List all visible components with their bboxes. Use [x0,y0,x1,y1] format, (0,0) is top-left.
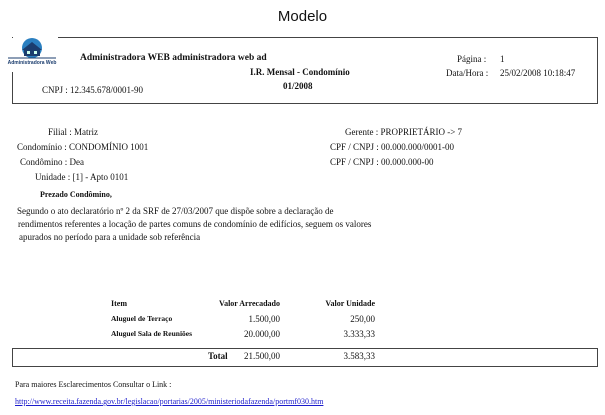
page-label: Página : [457,54,487,64]
paragraph-line: apurados no período para a unidade sob referência [19,232,201,242]
footer-text: Para maiores Esclarecimentos Consultar o Link : [15,380,172,389]
datetime-value: 25/02/2008 10:18:47 [500,68,576,78]
column-header-arrecadado: Valor Arrecadado [219,299,280,308]
row-unidade: 3.333,33 [343,329,375,339]
total-arrecadado: 21.500,00 [244,351,280,361]
paragraph-line: rendimentos referentes a locação de partes comuns de condomínio de edifícios, seguem os valores [18,219,372,229]
report-name: I.R. Mensal - Condomínio [250,67,350,77]
unidade-field: Unidade : [1] - Apto 0101 [35,172,129,182]
page-number: 1 [500,54,505,64]
paragraph-line: Segundo o ato declaratório nº 2 da SRF de 27/03/2007 que dispõe sobre a declaração de [17,206,334,216]
company-cnpj: CNPJ : 12.345.678/0001-90 [42,85,144,95]
condomino-field: Condômino : Dea [20,157,84,167]
filial-field: Filial : Matriz [48,127,98,137]
greeting: Prezado Condômino, [40,190,112,199]
total-unidade: 3.583,33 [343,351,375,361]
gerente-field: Gerente : PROPRIETÁRIO -> 7 [345,127,463,137]
svg-text:Administradora Web: Administradora Web [7,60,57,66]
cpf-cnpj-condomino: CPF / CNPJ : 00.000.000-00 [330,157,434,167]
condominio-field: Condomínio : CONDOMÍNIO 1001 [17,142,149,152]
column-header-item: Item [111,299,127,308]
row-arrecadado: 1.500,00 [248,314,280,324]
page-title: Modelo [277,8,328,25]
row-arrecadado: 20.000,00 [244,329,280,339]
report-period: 01/2008 [283,81,313,91]
cpf-cnpj-condominio: CPF / CNPJ : 00.000.000/0001-00 [330,142,455,152]
row-item: Aluguel Sala de Reuniões [111,329,193,338]
column-header-unidade: Valor Unidade [325,299,375,308]
header-divider [58,37,597,38]
company-name: Administradora WEB administradora web ad [80,53,267,63]
datetime-label: Data/Hora : [446,68,489,78]
row-unidade: 250,00 [350,314,375,324]
total-label: Total [208,351,228,361]
company-logo [6,38,58,72]
reference-link[interactable]: http://www.receita.fazenda.gov.br/legislacao/portarias/2005/ministeriodafazenda/portmf030.htm [15,397,324,406]
row-item: Aluguel de Terraço [111,314,173,323]
